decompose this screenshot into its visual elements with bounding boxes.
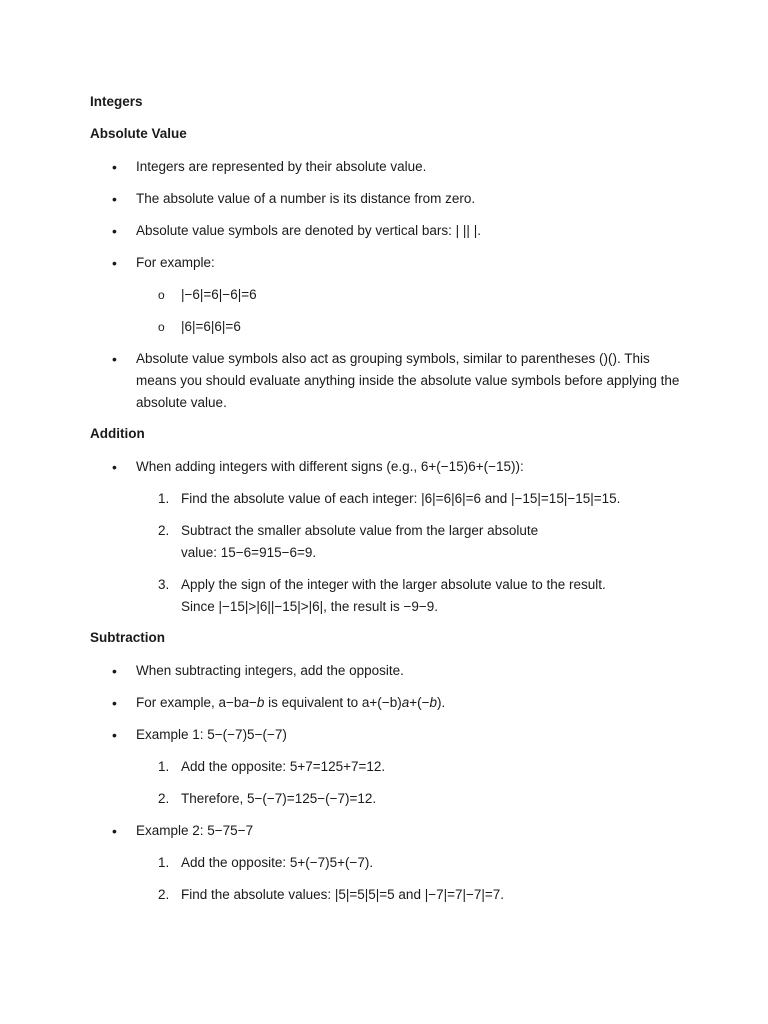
bullet-marker: • xyxy=(112,255,117,271)
list-item-text: Example 2: 5−75−7 xyxy=(136,823,254,838)
italic-variable: a xyxy=(241,695,249,710)
bullet-marker: • xyxy=(112,663,117,679)
numbered-item-text: Find the absolute value of each integer: |6|=6|6|=6 and |−15|=15|−15|=15. xyxy=(181,491,621,506)
text-run: +(− xyxy=(409,695,430,710)
sub-list-item-text: |6|=6|6|=6 xyxy=(181,319,241,334)
bullet-marker: • xyxy=(112,459,117,475)
numbered-item-text-continued: Since |−15|>|6||−15|>|6|, the result is −9−9. xyxy=(181,599,438,614)
numbered-item-text: Add the opposite: 5+(−7)5+(−7). xyxy=(181,855,374,870)
list-item xyxy=(90,220,680,242)
section-heading-addition: Addition xyxy=(90,426,145,441)
list-item-text: Absolute value symbols are denoted by vertical bars: | || |. xyxy=(136,223,481,238)
list-item xyxy=(90,456,680,478)
bullet-marker: • xyxy=(112,223,117,239)
list-item xyxy=(90,724,680,746)
numbered-item-text: Find the absolute values: |5|=5|5|=5 and |−7|=7|−7|=7. xyxy=(181,887,505,902)
list-item-text: Absolute value symbols also act as grouping symbols, similar to parentheses ()(). This means you should evaluate anything inside the absolute value symbols before applying the absolute value. xyxy=(136,351,680,410)
sub-list-item-text: |−6|=6|−6|=6 xyxy=(181,287,257,302)
numbered-list-item xyxy=(90,756,680,778)
numbered-list-item xyxy=(90,788,680,810)
list-item-text: The absolute value of a number is its distance from zero. xyxy=(136,191,476,206)
bullet-marker: • xyxy=(112,351,117,367)
list-item-text: For example: xyxy=(136,255,215,270)
sub-bullet-marker: o xyxy=(158,288,165,302)
section-heading-subtraction: Subtraction xyxy=(90,630,166,645)
sub-bullet-marker: o xyxy=(158,320,165,334)
bullet-marker: • xyxy=(112,823,117,839)
text-run: For example, a−b xyxy=(136,695,242,710)
number-marker: 1. xyxy=(158,855,170,870)
sub-list-item xyxy=(90,316,680,338)
number-marker: 1. xyxy=(158,759,170,774)
list-item xyxy=(90,692,680,714)
list-item-text: Example 1: 5−(−7)5−(−7) xyxy=(136,727,287,742)
numbered-list-item xyxy=(90,488,680,510)
list-item xyxy=(90,188,680,210)
document-page xyxy=(90,92,680,916)
list-item-text: Integers are represented by their absolute value. xyxy=(136,159,427,174)
section-heading-absolute-value: Absolute Value xyxy=(90,126,187,141)
list-item-text: When adding integers with different signs (e.g., 6+(−15)6+(−15)): xyxy=(136,459,524,474)
italic-variable: a xyxy=(401,695,410,710)
numbered-item-text: Subtract the smaller absolute value from the larger absolute xyxy=(181,523,539,538)
number-marker: 2. xyxy=(158,523,170,538)
list-item xyxy=(90,252,680,274)
numbered-item-text: Therefore, 5−(−7)=125−(−7)=12. xyxy=(181,791,377,806)
bullet-marker: • xyxy=(112,191,117,207)
italic-variable: b xyxy=(429,695,437,710)
numbered-list-item xyxy=(90,852,680,874)
number-marker: 3. xyxy=(158,577,170,592)
list-item xyxy=(90,660,680,682)
list-item xyxy=(90,156,680,178)
bullet-marker: • xyxy=(112,159,117,175)
text-run: − xyxy=(248,695,257,710)
numbered-item-text-continued: value: 15−6=915−6=9. xyxy=(181,545,317,560)
bullet-marker: • xyxy=(112,727,117,743)
number-marker: 1. xyxy=(158,491,170,506)
bullet-marker: • xyxy=(112,695,117,711)
numbered-list-item xyxy=(90,574,680,618)
document-title: Integers xyxy=(90,94,143,109)
numbered-list-item xyxy=(90,884,680,906)
text-run: is equivalent to a+(−b) xyxy=(264,695,402,710)
numbered-item-text: Apply the sign of the integer with the larger absolute value to the result. xyxy=(181,577,606,592)
list-item-text: When subtracting integers, add the opposite. xyxy=(136,663,404,678)
number-marker: 2. xyxy=(158,887,170,902)
text-run: ). xyxy=(437,695,446,710)
numbered-list-item xyxy=(90,520,680,564)
numbered-item-text: Add the opposite: 5+7=125+7=12. xyxy=(181,759,386,774)
sub-list-item xyxy=(90,284,680,306)
list-item xyxy=(90,348,680,414)
list-item-text xyxy=(136,695,445,710)
number-marker: 2. xyxy=(158,791,170,806)
italic-variable: b xyxy=(256,695,265,710)
list-item xyxy=(90,820,680,842)
